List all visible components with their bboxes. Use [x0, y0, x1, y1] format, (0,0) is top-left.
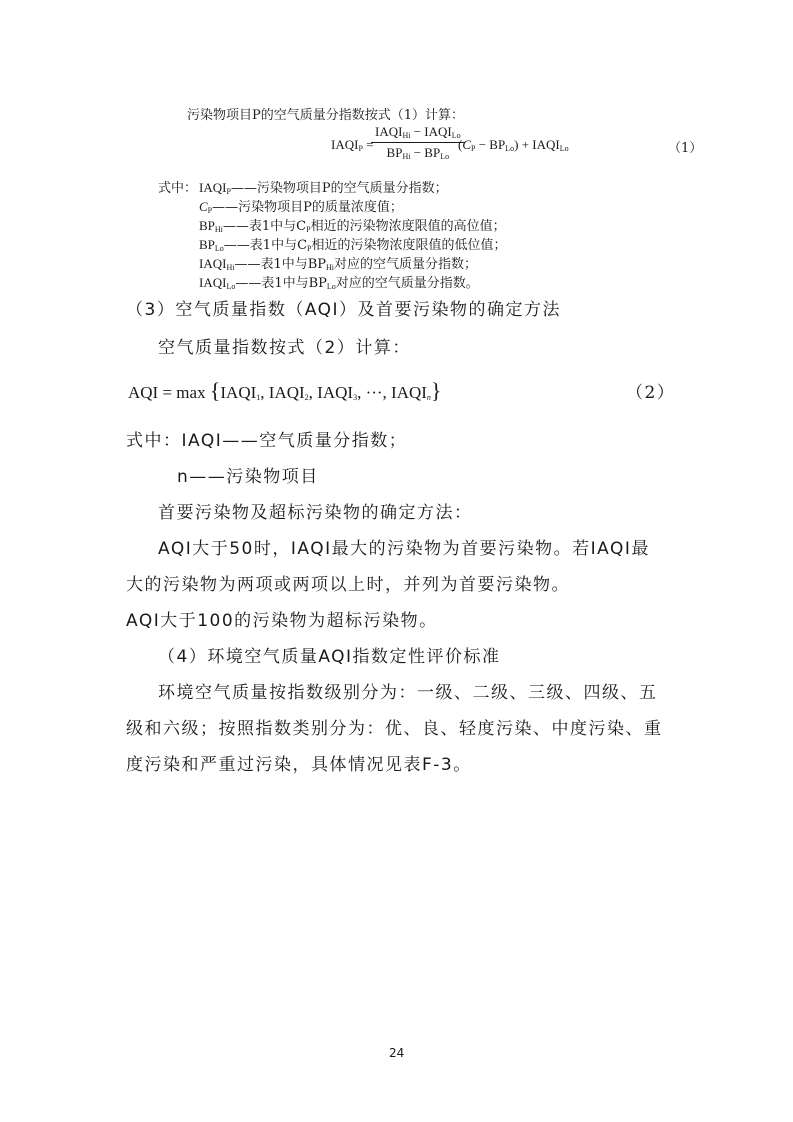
formula-1-lhs: $IAQI_P$ =	[331, 137, 374, 153]
definition-iaqi-p: $IAQI_P——$污染物项目P的空气质量分指数；	[199, 180, 448, 196]
method-title: 首要污染物及超标污染物的确定方法：	[158, 503, 473, 523]
paragraph-1-line-1: AQI大于50时，IAQI最大的污染物为首要污染物。若IAQI最	[158, 539, 650, 559]
section-3-heading: （3）空气质量指数（AQI）及首要污染物的确定方法	[126, 300, 562, 320]
fraction-numerator: $IAQI_{Hi}$ − $IAQI_{Lo}$	[371, 124, 465, 143]
definition-iaqi-lo: $IAQI_{Lo}——$表1中与$BP_{Lo}$对应的空气质量分指数。	[199, 275, 479, 291]
formula-1-number: （1）	[668, 141, 703, 156]
formula-1-fraction	[371, 124, 465, 161]
formula-1-tail: $(C_P - BP_{Lo})$ + $IAQI_{Lo}$	[458, 137, 569, 153]
definition-iaqi-hi: $IAQI_{Hi}——$表1中与$BP_{Hi}$对应的空气质量分指数；	[199, 256, 478, 272]
paragraph-2: AQI大于100的污染物为超标污染物。	[126, 611, 438, 631]
section-4-heading: （4）环境空气质量AQI指数定性评价标准	[158, 647, 501, 667]
intro-text: 污染物项目P的空气质量分指数按式（1）计算：	[187, 108, 465, 123]
definition-bp-hi: $BP_{Hi}——$表1中与$C_P$相近的污染物浓度限值的高位值；	[199, 218, 506, 234]
definition-c-p: $C_P——$污染物项目P的质量浓度值；	[199, 199, 403, 215]
where-line: 式中：IAQI——空气质量分指数；	[126, 431, 408, 451]
paragraph-1-line-2: 大的污染物为两项或两项以上时，并列为首要污染物。	[126, 575, 570, 595]
fraction-denominator: $BP_{Hi} - BP_{Lo}$	[386, 145, 450, 161]
definition-bp-lo: $BP_{Lo}——$表1中与$C_P$相近的污染物浓度限值的低位值；	[199, 237, 507, 253]
section-3-calc-text: 空气质量指数按式（2）计算：	[158, 338, 411, 358]
section-4-line-1: 环境空气质量按指数级别分为：一级、二级、三级、四级、五	[158, 683, 658, 703]
formula-2-number: （2）	[626, 383, 676, 403]
section-4-line-3: 度污染和严重过污染，具体情况见表F-3。	[126, 755, 472, 775]
section-4-line-2: 级和六级；按照指数类别分为：优、良、轻度污染、中度污染、重	[126, 719, 663, 739]
definition-prefix: 式中：	[158, 181, 198, 196]
n-line: n——污染物项目	[177, 467, 319, 487]
formula-2-expression: AQI = $\max \{IAQI_1$, $IAQI_2$, $IAQI_3$, ···, $IAQI_n$}	[128, 378, 442, 403]
page-number: 24	[389, 1046, 405, 1060]
